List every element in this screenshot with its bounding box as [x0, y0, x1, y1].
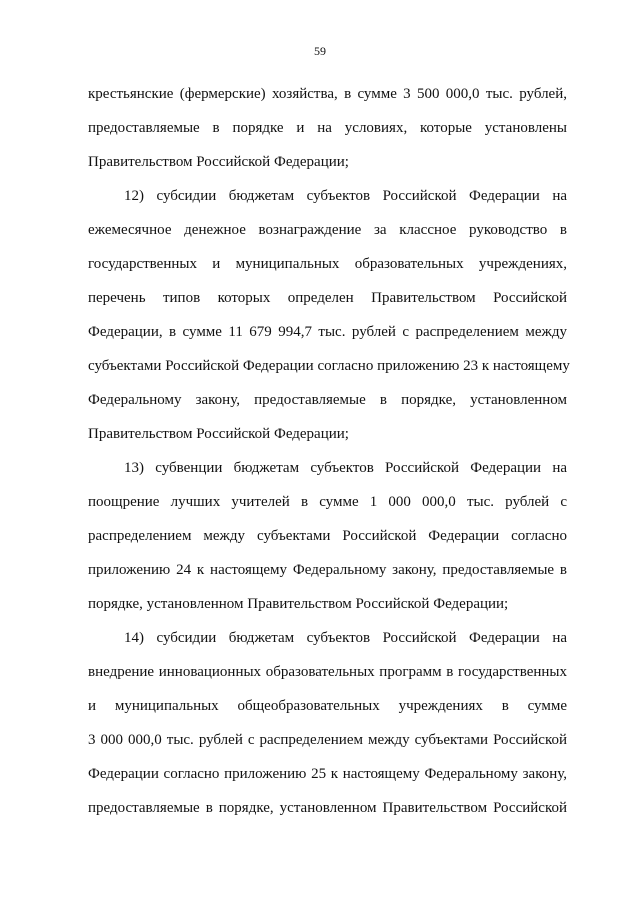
text-line: приложению 24 к настоящему Федеральному закону, предоставляемые в: [88, 562, 567, 578]
text-line: предоставляемые в порядке, установленном Правительством Российской: [88, 800, 567, 816]
text-line: государственных и муниципальных образовательных учреждениях,: [88, 256, 567, 272]
text-line: предоставляемые в порядке и на условиях, которые установлены: [88, 120, 567, 136]
paragraph-item-13: [88, 451, 567, 621]
text-line: перечень типов которых определен Правительством Российской: [88, 290, 567, 306]
text-line: 12) субсидии бюджетам субъектов Российской Федерации на: [124, 188, 567, 204]
text-line: 14) субсидии бюджетам субъектов Российской Федерации на: [124, 630, 567, 646]
text-line: поощрение лучших учителей в сумме 1 000 000,0 тыс. рублей с: [88, 494, 567, 510]
text-line: субъектами Российской Федерации согласно приложению 23 к настоящему: [88, 358, 570, 374]
text-line: 3 000 000,0 тыс. рублей с распределением между субъектами Российской: [88, 732, 567, 748]
paragraph-item-14: [88, 621, 567, 825]
text-line: Федерации, в сумме 11 679 994,7 тыс. рублей с распределением между: [88, 324, 567, 340]
text-line: и муниципальных общеобразовательных учреждениях в сумме: [88, 698, 567, 714]
text-line: порядке, установленном Правительством Российской Федерации;: [88, 596, 509, 612]
text-line: внедрение инновационных образовательных программ в государственных: [88, 664, 567, 680]
page-number: 59: [314, 44, 326, 58]
text-line: Правительством Российской Федерации;: [88, 154, 349, 170]
text-line: ежемесячное денежное вознаграждение за классное руководство в: [88, 222, 567, 238]
text-line: Федерации согласно приложению 25 к настоящему Федеральному закону,: [88, 766, 567, 782]
text-line: 13) субвенции бюджетам субъектов Российской Федерации на: [124, 460, 567, 476]
text-line: крестьянские (фермерские) хозяйства, в сумме 3 500 000,0 тыс. рублей,: [88, 86, 567, 102]
paragraph-continuation: [88, 77, 567, 179]
paragraph-item-12: [88, 179, 570, 451]
text-line: Федеральному закону, предоставляемые в порядке, установленном: [88, 392, 567, 408]
text-line: Правительством Российской Федерации;: [88, 426, 349, 442]
document-body: [88, 77, 570, 825]
text-line: распределением между субъектами Российской Федерации согласно: [88, 528, 567, 544]
